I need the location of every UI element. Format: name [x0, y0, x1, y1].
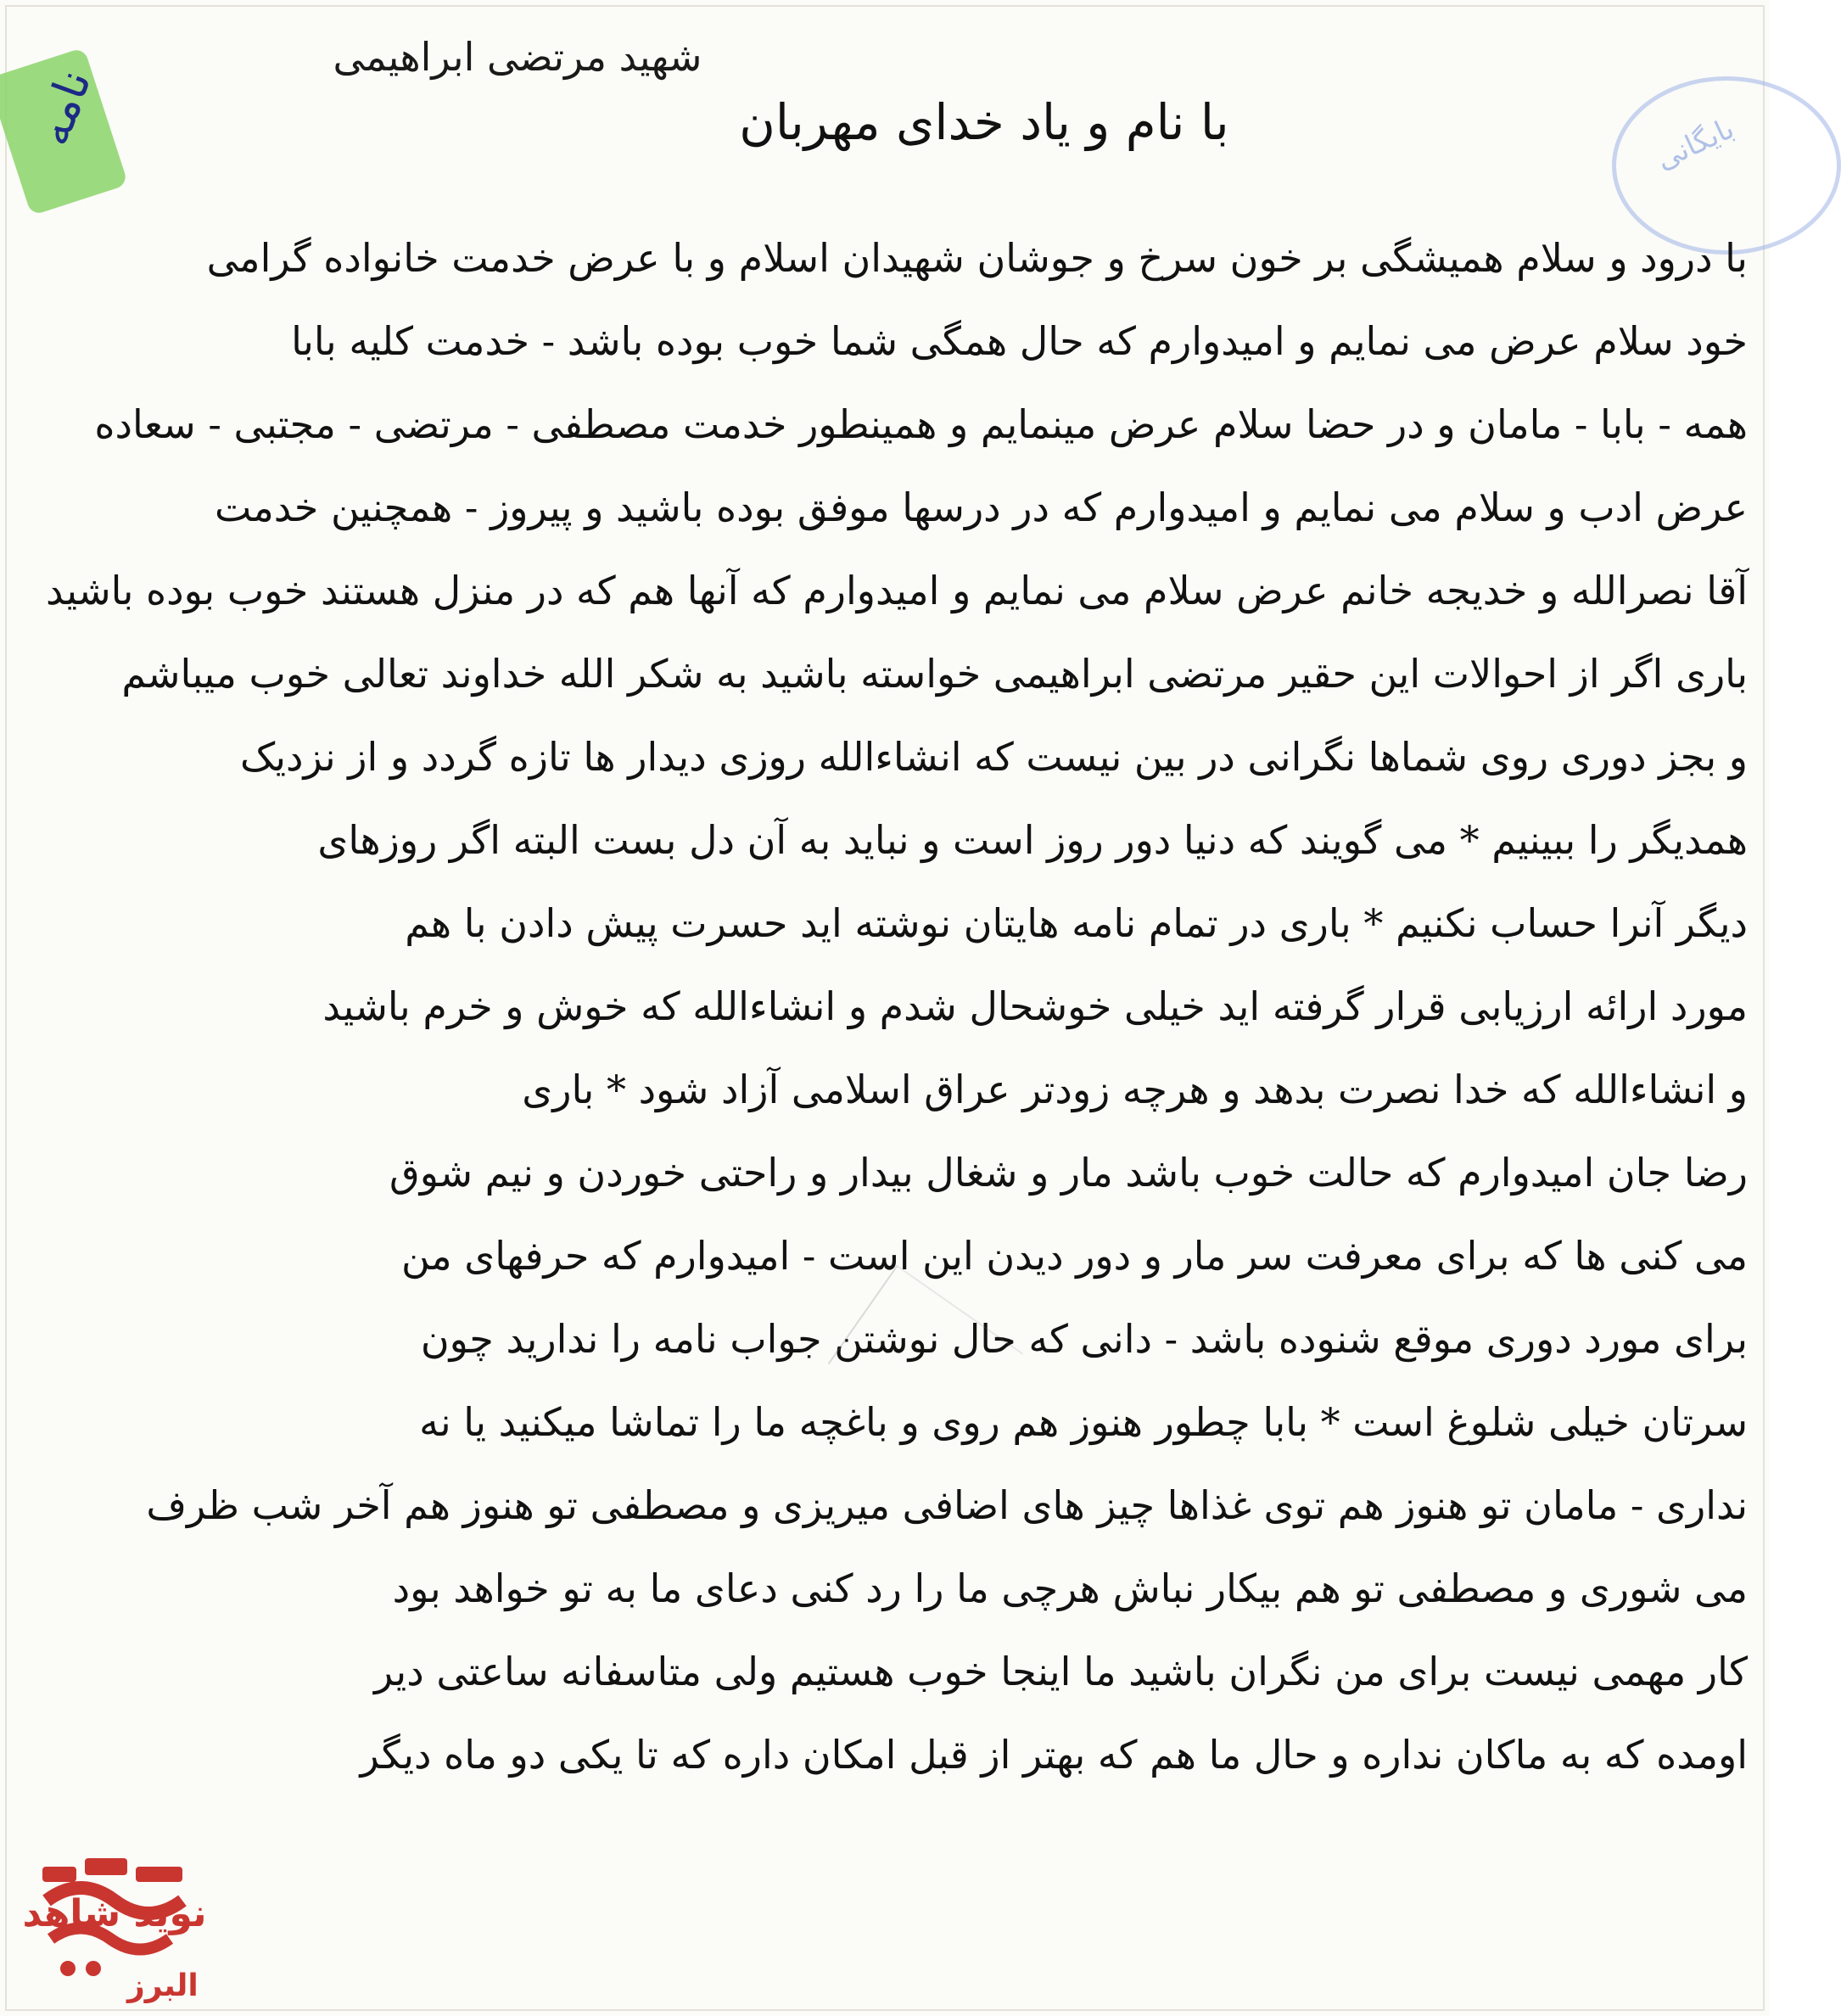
letter-line: رضا جان امیدوارم که حالت خوب باشد مار و شغال بیدار و راحتی خوردن و نیم شوق	[389, 1150, 1748, 1196]
letter-line: دیگر آنرا حساب نکنیم * باری در تمام نامه هایتان نوشته اید حسرت پیش دادن با هم	[405, 900, 1748, 946]
letter-line: عرض ادب و سلام می نمایم و امیدوارم که در درسها موفق بوده باشید و پیروز - همچنین خدمت	[214, 484, 1748, 530]
letter-line: با درود و سلام همیشگی بر خون سرخ و جوشان شهیدان اسلام و با عرض خدمت خانواده گرامی	[206, 235, 1748, 281]
letter-line: برای مورد دوری موقع شنوده باشد - دانی که حال نوشتن جواب نامه را ندارید چون	[420, 1316, 1748, 1362]
logo-title: نوید شاهد	[22, 1892, 207, 1935]
letter-line: آقا نصرالله و خدیجه خانم عرض سلام می نمایم و امیدوارم که آنها هم که در منزل هستند خوب بوده باشید	[46, 568, 1748, 613]
margin-tag: نامه	[25, 62, 102, 153]
letter-line: سرتان خیلی شلوغ است * بابا چطور هنوز هم روی و باغچه ما را تماشا میکنید یا نه	[419, 1399, 1748, 1445]
letter-heading: با نام و یاد خدای مهربان	[739, 93, 1229, 151]
archive-stamp-text: بایگانی	[1651, 111, 1740, 177]
letter-body	[46, 216, 1748, 1796]
letter-line: مورد ارائه ارزیابی قرار گرفته اید خیلی خوشحال شدم و انشاءالله که خوش و خرم باشید	[322, 983, 1748, 1029]
letter-line: و بجز دوری روی شماها نگرانی در بین نیست که انشاءالله روزی دیدار ها تازه گردد و از نزدیک	[240, 734, 1748, 780]
letter-line: می شوری و مصطفی تو هم بیکار نباش هرچی ما را رد کنی دعای ما به تو خواهد بود	[392, 1565, 1748, 1611]
letter-line: و انشاءالله که خدا نصرت بدهد و هرچه زودتر عراق اسلامی آزاد شود * باری	[522, 1067, 1748, 1112]
letter-line: خود سلام عرض می نمایم و امیدوارم که حال همگی شما خوب بوده باشد - خدمت کلیه بابا	[291, 318, 1748, 364]
letter-line: باری اگر از احوالات این حقیر مرتضی ابراهیمی خواسته باشید به شکر الله خداوند تعالی خوب میباشم	[121, 651, 1748, 697]
logo-subtitle: البرز	[127, 1968, 199, 2003]
letter-line: می کنی ها که برای معرفت سر مار و دور دیدن این است - امیدوارم که حرفهای من	[401, 1233, 1748, 1279]
martyr-name-note: شهید مرتضی ابراهیمی	[333, 34, 702, 80]
letter-line: همدیگر را ببینیم * می گویند که دنیا دور روز است و نباید به آن دل بست البته اگر روزهای	[317, 817, 1748, 863]
letter-line: همه - بابا - مامان و در حضا سلام عرض مینمایم و همینطور خدمت مصطفی - مرتضی - مجتبی - سعاده	[94, 401, 1748, 447]
letter-line: اومده که به ماکان نداره و حال ما هم که بهتر از قبل امکان داره که تا یکی دو ماه دیگر	[360, 1732, 1748, 1778]
letter-line: نداری - مامان تو هنوز هم توی غذاها چیز های اضافی میریزی و مصطفی تو هنوز هم آخر شب ظرف	[146, 1482, 1748, 1528]
letter-line: کار مهمی نیست برای من نگران باشید ما اینجا خوب هستیم ولی متاسفانه ساعتی دیر	[374, 1649, 1748, 1694]
